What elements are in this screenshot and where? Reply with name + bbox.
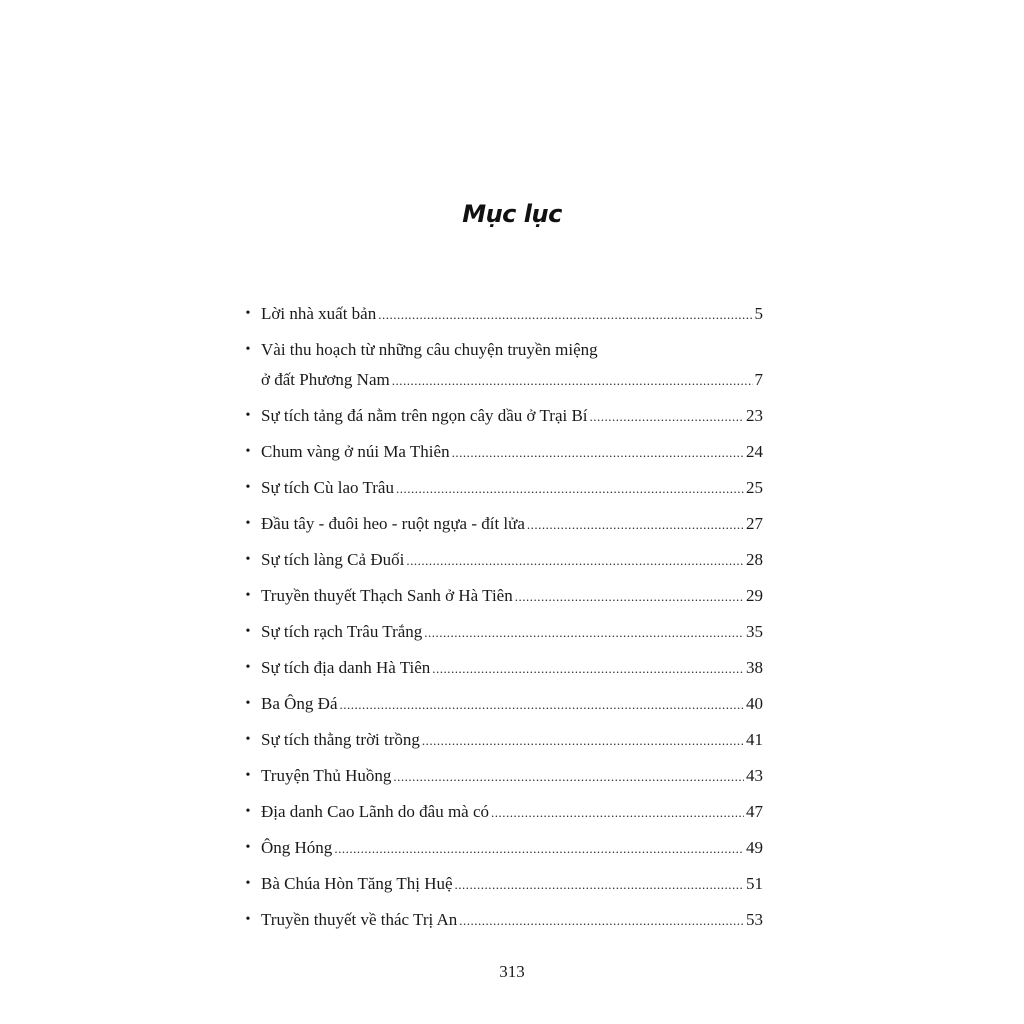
entry-title: ở đất Phương Nam [261, 370, 390, 389]
entry-page-number: 5 [754, 304, 763, 323]
entry-page-number: 51 [746, 874, 763, 893]
entry-page-number: 41 [746, 730, 763, 749]
entry-page-number: 25 [746, 478, 763, 497]
entry-title: Sự tích thằng trời trồng [261, 730, 420, 749]
bullet-icon: • [245, 876, 251, 891]
entry-page-number: 49 [746, 838, 763, 857]
entry-title: Lời nhà xuất bản [261, 304, 377, 323]
dot-leader [590, 399, 744, 435]
bullet-icon: • [245, 696, 251, 711]
toc-entry [243, 542, 763, 578]
entry-page-number: 29 [746, 586, 763, 605]
entry-title: Sự tích rạch Trâu Trắng [261, 622, 423, 641]
dot-leader [424, 615, 744, 651]
bullet-icon: • [245, 552, 251, 567]
bullet-icon: • [245, 804, 251, 819]
entry-title: Sự tích địa danh Hà Tiên [261, 658, 431, 677]
dot-leader [452, 435, 744, 471]
bullet-icon: • [245, 480, 251, 495]
bullet-icon: • [245, 516, 251, 531]
toc-entry [243, 650, 763, 686]
toc-entry [243, 614, 763, 650]
bullet-icon: • [245, 444, 251, 459]
bullet-icon: • [245, 588, 251, 603]
toc-entry [243, 296, 763, 332]
entry-page-number: 47 [746, 802, 763, 821]
entry-title: Sự tích làng Cả Đuối [261, 550, 405, 569]
toc-entry [243, 830, 763, 866]
entry-page-number: 53 [746, 910, 763, 929]
entry-title-line1: Vài thu hoạch từ những câu chuyện truyền miệng [261, 340, 598, 359]
table-of-contents [243, 296, 763, 938]
dot-leader [393, 759, 744, 795]
entry-title: Bà Chúa Hòn Tăng Thị Huệ [261, 874, 453, 893]
entry-title: Sự tích Cù lao Trâu [261, 478, 394, 497]
entry-page-number: 40 [746, 694, 763, 713]
bullet-icon: • [245, 840, 251, 855]
toc-entry [243, 332, 763, 398]
page-number: 313 [499, 962, 525, 981]
dot-leader [396, 471, 744, 507]
page-title: Mục lục [462, 200, 562, 228]
entry-page-number: 27 [746, 514, 763, 533]
entry-title: Ba Ông Đá [261, 694, 338, 713]
toc-entry [243, 794, 763, 830]
entry-title: Chum vàng ở núi Ma Thiên [261, 442, 450, 461]
entry-page-number: 35 [746, 622, 763, 641]
bullet-icon: • [245, 732, 251, 747]
dot-leader [455, 867, 744, 903]
toc-entry [243, 686, 763, 722]
toc-entry [243, 902, 763, 938]
bullet-icon: • [245, 912, 251, 927]
dot-leader [406, 543, 744, 579]
dot-leader [339, 687, 744, 723]
entry-title: Truyền thuyết Thạch Sanh ở Hà Tiên [261, 586, 513, 605]
bullet-icon: • [245, 408, 251, 423]
toc-entry [243, 758, 763, 794]
entry-title: Đầu tây - đuôi heo - ruột ngựa - đít lửa [261, 514, 525, 533]
entry-title: Truyền thuyết về thác Trị An [261, 910, 458, 929]
dot-leader [491, 795, 744, 831]
toc-entry [243, 470, 763, 506]
bullet-icon: • [245, 342, 251, 357]
entry-title: Truyện Thủ Huồng [261, 766, 392, 785]
toc-entry [243, 434, 763, 470]
entry-page-number: 38 [746, 658, 763, 677]
entry-page-number: 28 [746, 550, 763, 569]
dot-leader [432, 651, 744, 687]
toc-entry [243, 398, 763, 434]
entry-title: Địa danh Cao Lãnh do đâu mà có [261, 802, 490, 821]
entry-page-number: 24 [746, 442, 763, 461]
dot-leader [515, 579, 744, 615]
dot-leader [459, 903, 744, 939]
toc-entry [243, 578, 763, 614]
bullet-icon: • [245, 306, 251, 321]
dot-leader [378, 297, 752, 333]
bullet-icon: • [245, 624, 251, 639]
entry-page-number: 7 [754, 370, 763, 389]
entry-page-number: 43 [746, 766, 763, 785]
dot-leader [392, 363, 753, 399]
entry-title: Sự tích tảng đá nằm trên ngọn cây dầu ở Trại Bí [261, 406, 588, 425]
bullet-icon: • [245, 768, 251, 783]
toc-entry [243, 506, 763, 542]
dot-leader [422, 723, 744, 759]
toc-entry [243, 866, 763, 902]
entry-title: Ông Hóng [261, 838, 333, 857]
toc-entry [243, 722, 763, 758]
dot-leader [527, 507, 744, 543]
bullet-icon: • [245, 660, 251, 675]
dot-leader [334, 831, 744, 867]
entry-page-number: 23 [746, 406, 763, 425]
